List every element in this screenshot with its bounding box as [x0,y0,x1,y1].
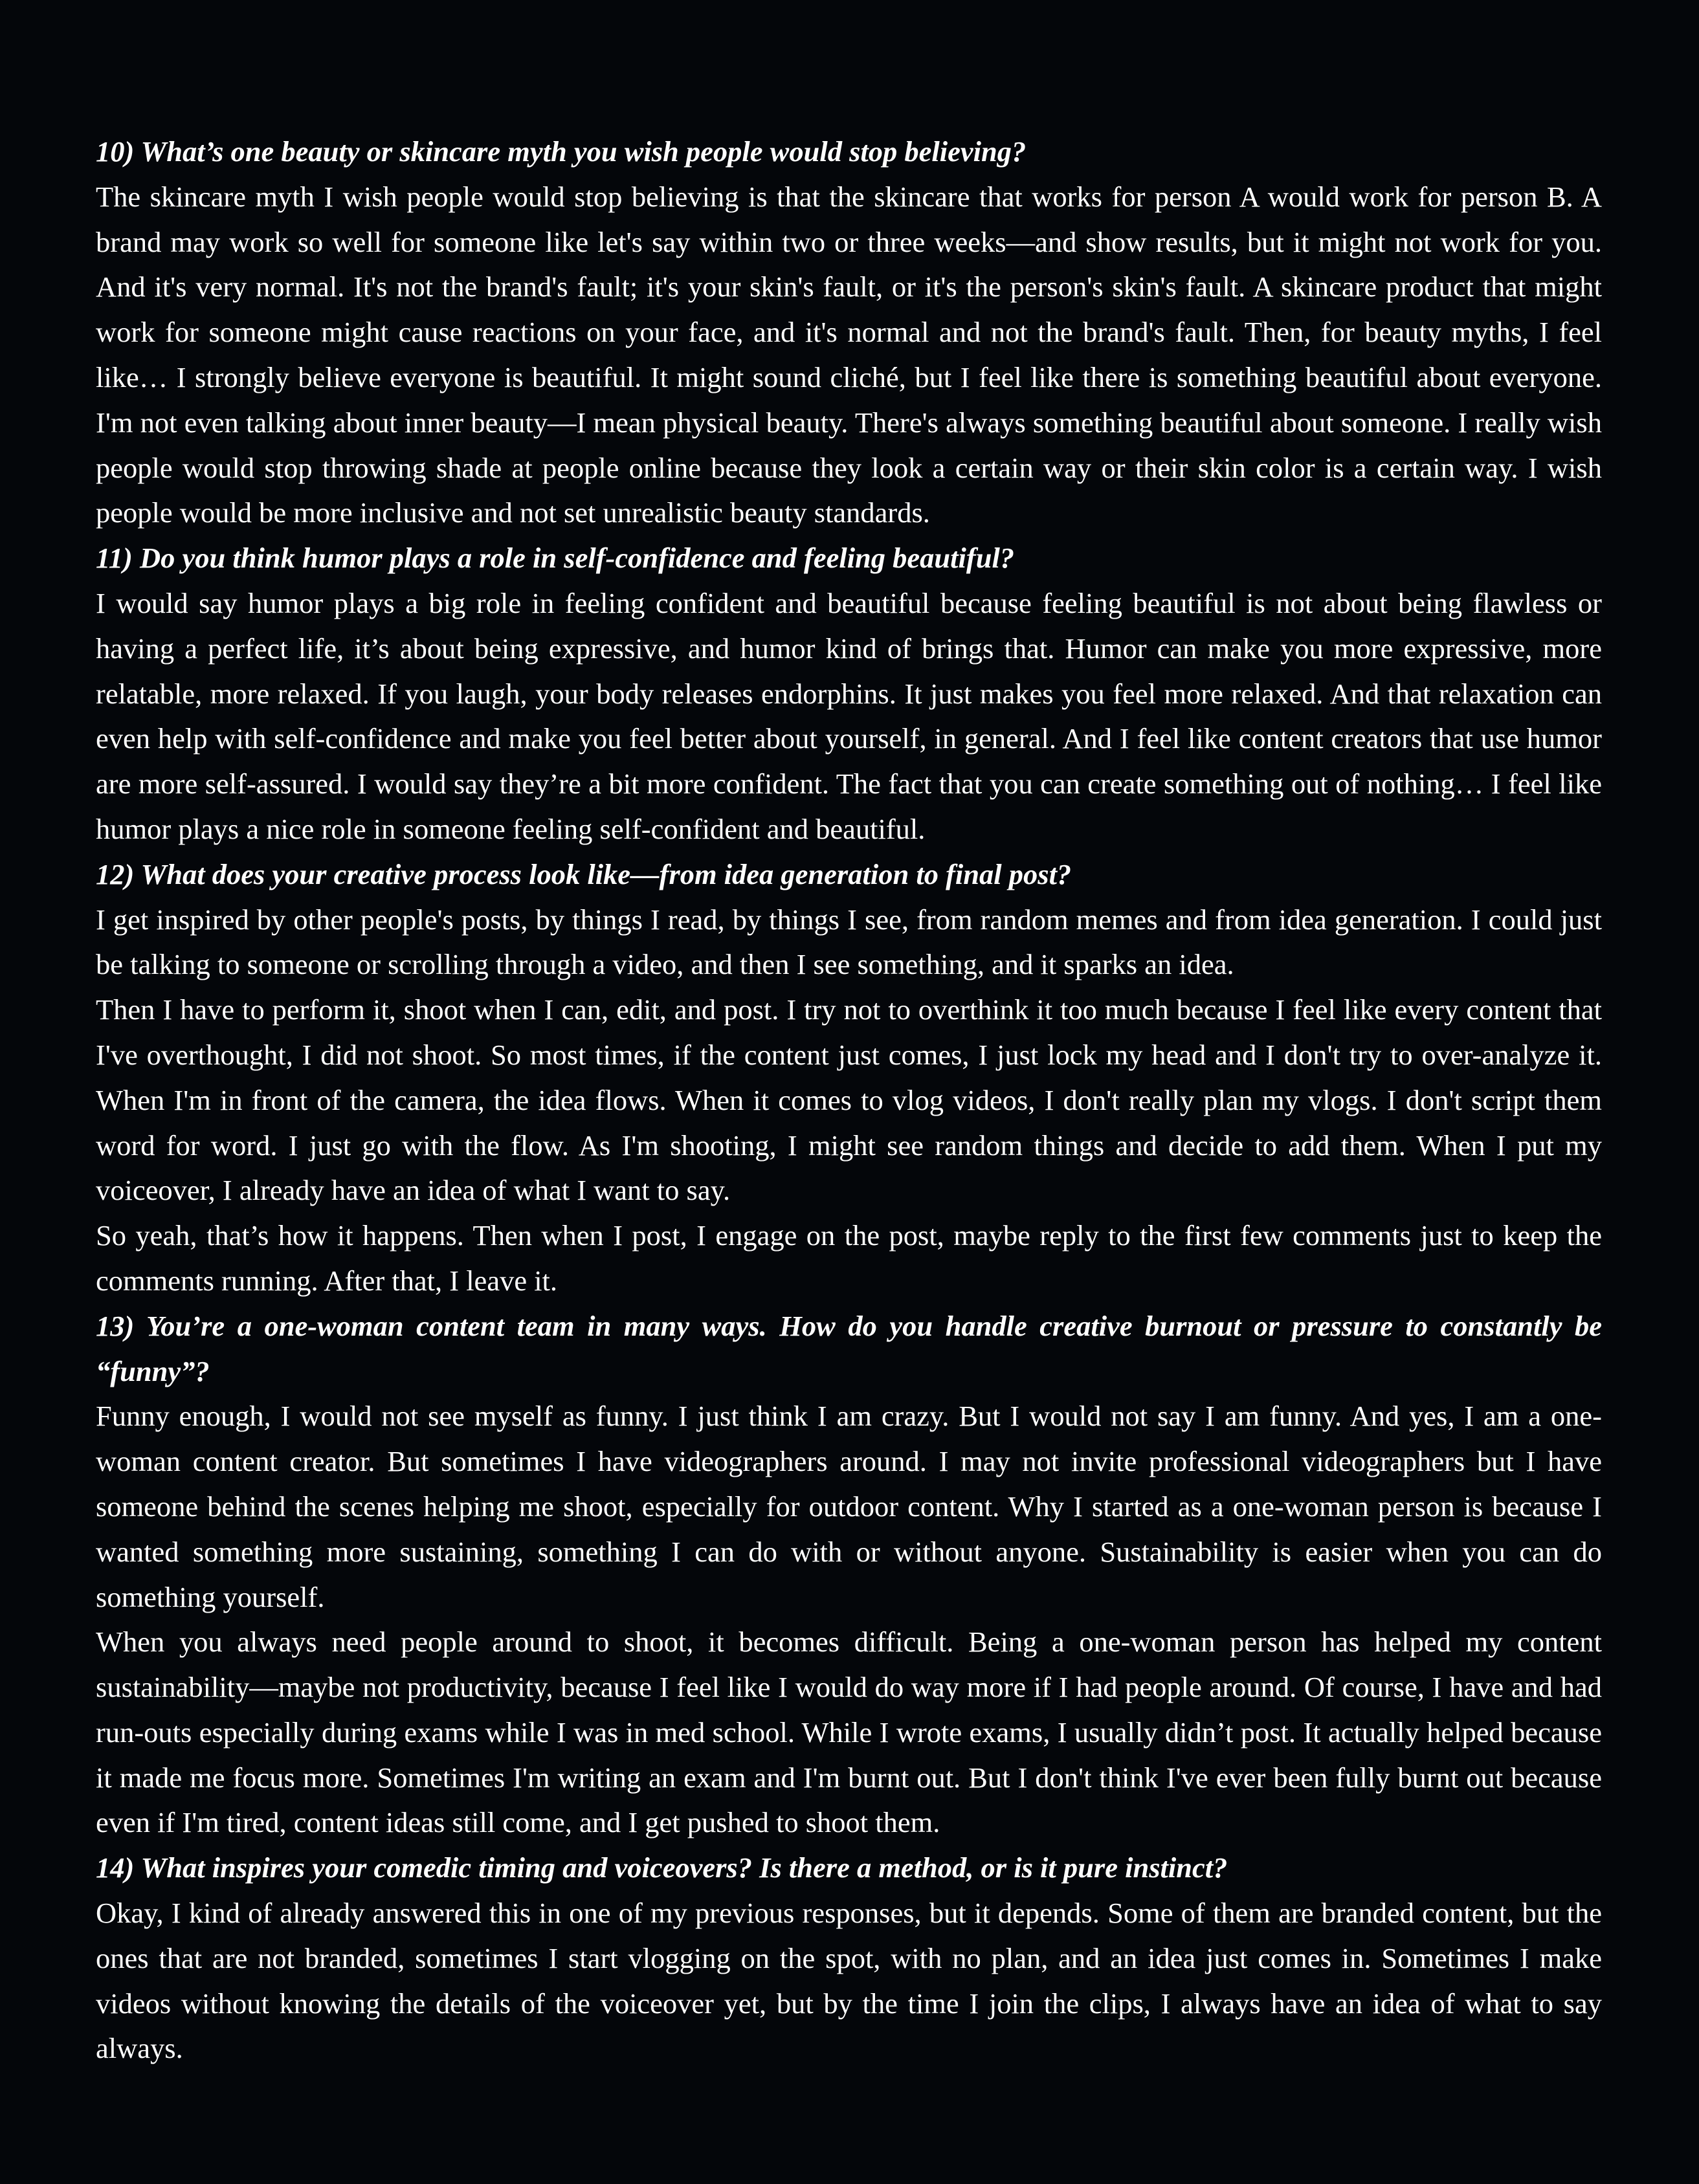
interview-section-q11 [96,536,1602,852]
interview-section-q12 [96,852,1602,1304]
question-heading: 12) What does your creative process look like—from idea generation to final post? [96,857,1072,890]
question-heading: 13) You’re a one-woman content team in many ways. How do you handle creative burnout or pressure to constantly be “funny”? [96,1309,1602,1387]
interview-document [96,129,1602,2071]
answer-paragraph: I get inspired by other people's posts, by things I read, by things I see, from random memes and from idea generation. I could just be talking to someone or scrolling through a video, and then I see something, and it sparks an idea. [96,903,1602,981]
question-heading: 11) Do you think humor plays a role in self-confidence and feeling beautiful? [96,542,1015,575]
interview-section-q14 [96,1846,1602,2071]
answer-paragraph: Okay, I kind of already answered this in one of my previous responses, but it depends. Some of them are branded content, but the ones that are not branded, sometimes I start vlogging on the spot, with no plan, and an idea just comes in. Sometimes I make videos without knowing the details of the voiceover yet, but by the time I join the clips, I always have an idea of what to say always. [96,1897,1602,2065]
answer-paragraph: When you always need people around to shoot, it becomes difficult. Being a one-woman person has helped my content sustainability—maybe not productivity, because I feel like I would do way more if I had people around. Of course, I have and had run-outs especially during exams while I was in med school. While I wrote exams, I usually didn’t post. It actually helped because it made me focus more. Sometimes I'm writing an exam and I'm burnt out. But I don't think I've ever been fully burnt out because even if I'm tired, content ideas still come, and I get pushed to shoot them. [96,1626,1602,1839]
interview-section-q10 [96,129,1602,536]
answer-paragraph: I would say humor plays a big role in feeling confident and beautiful because feeling beautiful is not about being flawless or having a perfect life, it’s about being expressive, and humor kind of brings that. Humor can make you more expressive, more relatable, more relaxed. If you laugh, your body releases endorphins. It just makes you feel more relaxed. And that relaxation can even help with self-confidence and make you feel better about yourself, in general. And I feel like content creators that use humor are more self-assured. I would say they’re a bit more confident. The fact that you can create something out of nothing… I feel like humor plays a nice role in someone feeling self-confident and beautiful. [96,586,1602,845]
question-heading: 10) What’s one beauty or skincare myth you wish people would stop believing? [96,135,1027,168]
answer-paragraph: Funny enough, I would not see myself as funny. I just think I am crazy. But I would not say I am funny. And yes, I am a one-woman content creator. But sometimes I have videographers around. I may not invite professional videographers but I have someone behind the scenes helping me shoot, especially for outdoor content. Why I started as a one-woman person is because I wanted something more sustaining, something I can do with or without anyone. Sustainability is easier when you can do something yourself. [96,1400,1602,1613]
question-heading: 14) What inspires your comedic timing and voiceovers? Is there a method, or is it pure instinct? [96,1851,1228,1884]
answer-paragraph: Then I have to perform it, shoot when I can, edit, and post. I try not to overthink it too much because I feel like every content that I've overthought, I did not shoot. So most times, if the content just comes, I just lock my head and I don't try to over-analyze it. When I'm in front of the camera, the idea flows. When it comes to vlog videos, I don't really plan my vlogs. I don't script them word for word. I just go with the flow. As I'm shooting, I might see random things and decide to add them. When I put my voiceover, I already have an idea of what I want to say. [96,993,1602,1207]
answer-paragraph: The skincare myth I wish people would stop believing is that the skincare that works for person A would work for person B. A brand may work so well for someone like let's say within two or three weeks—and show results, but it might not work for you. And it's very normal. It's not the brand's fault; it's your skin's fault, or it's the person's skin's fault. A skincare product that might work for someone might cause reactions on your face, and it's normal and not the brand's fault. Then, for beauty myths, I feel like… I strongly believe everyone is beautiful. It might sound cliché, but I feel like there is something beautiful about everyone. I'm not even talking about inner beauty—I mean physical beauty. There's always something beautiful about someone. I really wish people would stop throwing shade at people online because they look a certain way or their skin color is a certain way. I wish people would be more inclusive and not set unrealistic beauty standards. [96,180,1602,529]
answer-paragraph: So yeah, that’s how it happens. Then when I post, I engage on the post, maybe reply to the first few comments just to keep the comments running. After that, I leave it. [96,1219,1602,1297]
interview-section-q13 [96,1304,1602,1846]
